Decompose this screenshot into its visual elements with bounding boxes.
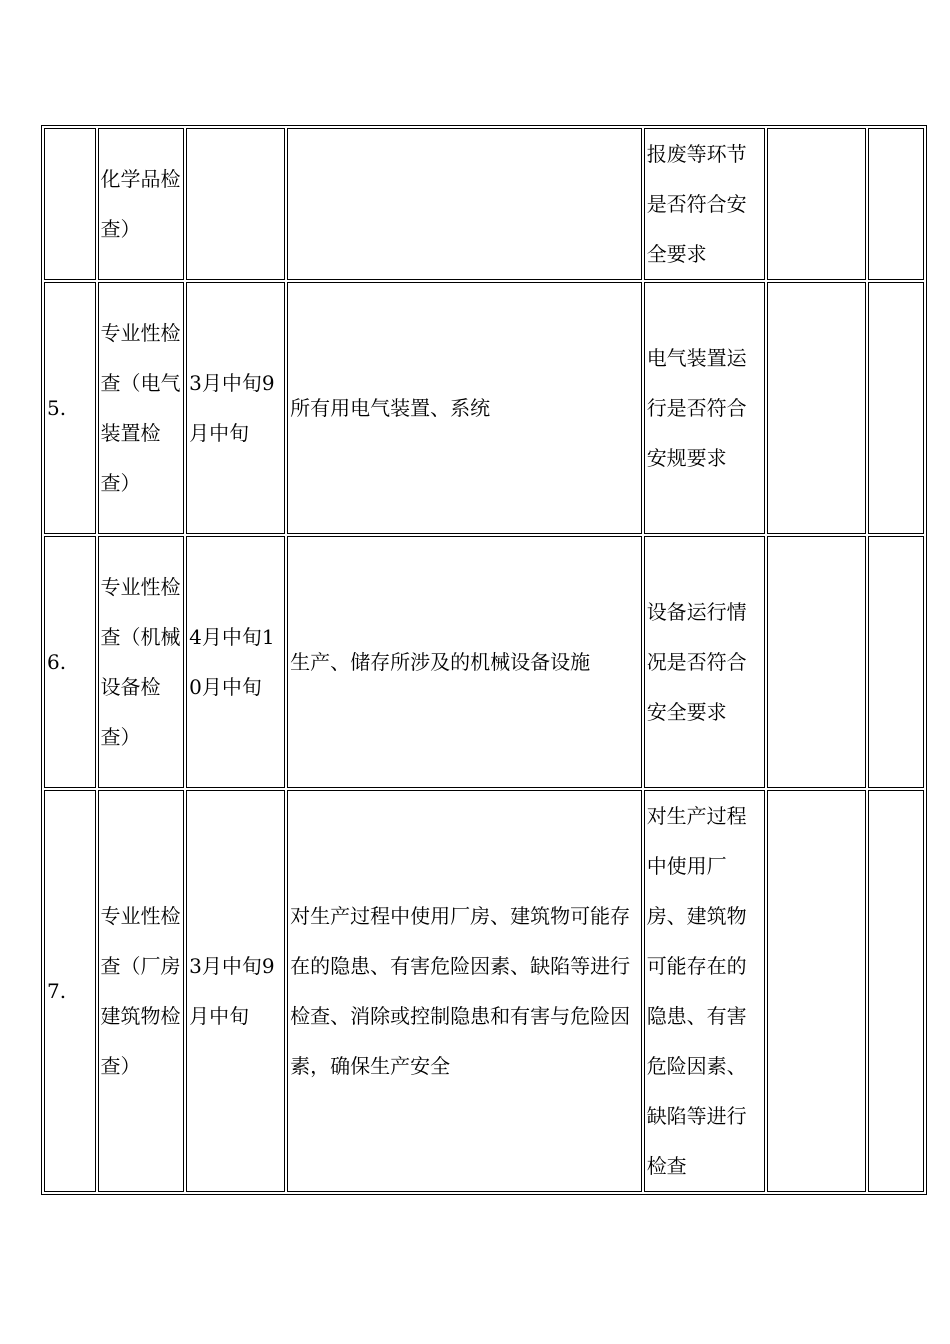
cell-empty [868,536,924,788]
cell-number [44,128,96,280]
cell-number: 6. [44,536,96,788]
cell-empty [767,282,866,534]
cell-inspection-content: 对生产过程中使用厂房、建筑物可能存在的隐患、有害危险因素、缺陷等进行检查 [644,790,766,1192]
cell-inspection-content: 设备运行情况是否符合安全要求 [644,536,766,788]
inspection-table [41,125,927,1195]
cell-inspection-type: 化学品检查） [98,128,185,280]
table-row [44,790,924,1192]
cell-inspection-scope: 生产、储存所涉及的机械设备设施 [287,536,642,788]
cell-inspection-time [186,128,285,280]
cell-empty [767,536,866,788]
table-row [44,282,924,534]
cell-empty [868,790,924,1192]
cell-empty [868,282,924,534]
cell-inspection-content: 电气装置运行是否符合安规要求 [644,282,766,534]
cell-empty [767,790,866,1192]
cell-inspection-time: 4月中旬10月中旬 [186,536,285,788]
cell-inspection-type: 专业性检查（厂房建筑物检查） [98,790,185,1192]
cell-inspection-type: 专业性检查（电气装置检查） [98,282,185,534]
cell-inspection-scope: 对生产过程中使用厂房、建筑物可能存在的隐患、有害危险因素、缺陷等进行检查、消除或控制隐患和有害与危险因素，确保生产安全 [287,790,642,1192]
table-row [44,536,924,788]
cell-inspection-scope: 所有用电气装置、系统 [287,282,642,534]
cell-number: 7. [44,790,96,1192]
cell-inspection-time: 3月中旬9月中旬 [186,790,285,1192]
cell-inspection-content: 报废等环节是否符合安全要求 [644,128,766,280]
table-row [44,128,924,280]
cell-inspection-type: 专业性检查（机械设备检查） [98,536,185,788]
cell-empty [767,128,866,280]
cell-inspection-time: 3月中旬9月中旬 [186,282,285,534]
cell-empty [868,128,924,280]
cell-number: 5. [44,282,96,534]
cell-inspection-scope [287,128,642,280]
